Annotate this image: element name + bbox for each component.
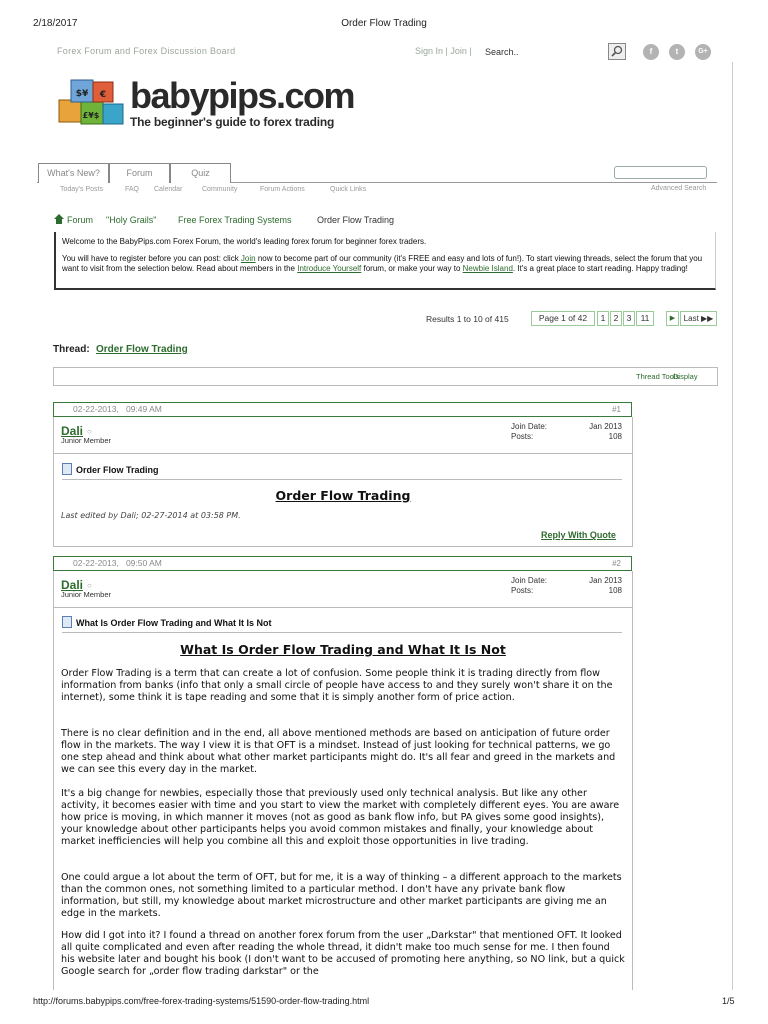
reply-with-quote-button[interactable]: Reply With Quote — [541, 530, 616, 540]
post-2-paragraph: It's a big change for newbies, especially those that previously used only technical analysis. But like any other activity, it becomes easier with time and you start to view the market with completely different eyes. You are aware how price is moving, in which manner it moves (not as good as bank flow info, but PA gives some good insights), your knowledge about other participants helps you avoid common mistakes and finally, your knowledge about market inefficiencies will help you combine all this and exploit those opportunities in live trading. — [61, 788, 620, 847]
google-plus-icon[interactable]: G+ — [695, 44, 711, 60]
post-2-paragraph: How did I got into it? I found a thread on another forex forum from the user „Darkstar" that mentioned OFT. It looked all quite complicated and even after reading the whole thread, it didn't make too much sense for me. I then found his website later and bought his book (I don't want to be accused of promoting here anything, so NO link, but a quick Google search for „order flow trading darkstar" or the — [61, 930, 625, 977]
nav-search-input[interactable] — [614, 166, 707, 179]
logo-block-3: £¥$ — [82, 111, 100, 120]
breadcrumb-holy-grails[interactable]: "Holy Grails" — [106, 215, 157, 225]
page-divider — [732, 62, 733, 992]
offline-status-icon: ○ — [87, 427, 92, 436]
post-2-number[interactable]: #2 — [612, 559, 621, 568]
page-link-2[interactable]: 2 — [610, 311, 622, 326]
posts-count-value: 108 — [608, 432, 622, 441]
register-text: You will have to register before you can post: click Join now to become part of our community (it's FREE and easy and lots of fun!). To start viewing threads, select the forum that you want to visit from the selection below. Read about members in the Introduce Yourself forum, or make your way to Newbie Island. It's a great place to start reading. Happy trading! — [62, 254, 703, 273]
breadcrumb-free-forex-trading-systems[interactable]: Free Forex Trading Systems — [178, 215, 292, 225]
document-icon — [62, 463, 72, 475]
tab-whats-new[interactable]: What's New? — [38, 163, 109, 183]
print-title: Order Flow Trading — [341, 18, 427, 29]
search-icon — [609, 44, 625, 59]
page-link-1[interactable]: 1 — [597, 311, 609, 326]
advanced-search-link[interactable]: Advanced Search — [651, 185, 707, 192]
post-2-username[interactable]: Dali — [61, 578, 84, 592]
subnav-todays-posts[interactable]: Today's Posts — [60, 186, 103, 193]
thread-title-link[interactable]: Order Flow Trading — [96, 344, 188, 355]
facebook-icon[interactable]: f — [643, 44, 659, 60]
last-page-button[interactable]: Last ▶▶ — [680, 311, 717, 326]
results-count: Results 1 to 10 of 415 — [426, 314, 509, 324]
display-menu[interactable]: Display — [673, 372, 698, 381]
top-search-input[interactable]: Search.. — [485, 47, 519, 57]
posts-label: Posts: — [511, 586, 534, 595]
posts-label: Posts: — [511, 432, 534, 441]
posts-count-value: 108 — [608, 586, 622, 595]
join-date-label: Join Date: — [511, 576, 548, 585]
search-button[interactable] — [608, 43, 626, 60]
print-page-number: 1/5 — [722, 996, 735, 1006]
post-1-date: 02-22-2013, 09:49 AM — [73, 404, 162, 414]
post-1-userinfo — [53, 417, 633, 453]
tab-forum[interactable]: Forum — [109, 163, 170, 183]
post-2-userinfo — [53, 571, 633, 607]
forum-name: Forex Forum and Forex Discussion Board — [57, 46, 236, 56]
join-date-label: Join Date: — [511, 422, 548, 431]
next-page-button[interactable]: ▶ — [666, 311, 679, 326]
subnav-forum-actions[interactable]: Forum Actions — [260, 186, 305, 193]
page-current[interactable]: Page 1 of 42 — [531, 311, 595, 326]
print-url: http://forums.babypips.com/free-forex-trading-systems/51590-order-flow-trading.html — [33, 996, 370, 1006]
welcome-notice — [54, 232, 716, 290]
post-2-paragraph: One could argue a lot about the term of OFT, but for me, it is a way of thinking – a different approach to the markets than the common ones, not something limited to a particular method. I don't have any private bank flow information, but still, my knowledge about market microstructure and other market participants are giving me an edge in the markets. — [61, 872, 622, 919]
post-1-edited-note: Last edited by Dali; 02-27-2014 at 03:58 PM. — [61, 511, 241, 520]
post-1-number[interactable]: #1 — [612, 405, 621, 414]
page-link-3[interactable]: 3 — [623, 311, 635, 326]
document-icon — [62, 616, 72, 628]
post-2-header — [53, 556, 632, 571]
newbie-island-link[interactable]: Newbie Island — [462, 264, 513, 273]
tab-quiz[interactable]: Quiz — [170, 163, 231, 183]
post-2-user-title: Junior Member — [61, 590, 112, 599]
join-link[interactable]: Join — [240, 254, 256, 263]
post-2-title: What Is Order Flow Trading and What It Is Not — [76, 618, 272, 628]
post-1-header — [53, 402, 632, 417]
twitter-icon[interactable]: t — [669, 44, 685, 60]
thread-label: Thread: — [53, 344, 90, 355]
post-2-title-divider — [62, 632, 622, 633]
welcome-text: Welcome to the BabyPips.com Forex Forum, the world's leading forex forum for beginner forex traders. — [62, 237, 427, 246]
post-1-username[interactable]: Dali — [61, 424, 84, 438]
print-date: 2/18/2017 — [33, 18, 78, 29]
introduce-yourself-link[interactable]: Introduce Yourself — [297, 264, 362, 273]
join-date-value: Jan 2013 — [589, 422, 622, 431]
logo-block-2: € — [99, 90, 107, 100]
home-icon[interactable] — [54, 214, 64, 224]
subnav-community[interactable]: Community — [202, 186, 238, 193]
thread-tools-menu[interactable]: Thread Tools — [636, 372, 680, 381]
post-1-title: Order Flow Trading — [76, 465, 159, 475]
subnav-calendar[interactable]: Calendar — [154, 186, 183, 193]
logo-block-1: $¥ — [75, 89, 89, 99]
post-1-user-title: Junior Member — [61, 436, 112, 445]
post-1-title-divider — [62, 479, 622, 480]
subnav-quick-links[interactable]: Quick Links — [330, 186, 367, 193]
breadcrumb-current: Order Flow Trading — [317, 215, 395, 225]
page-link-11[interactable]: 11 — [636, 311, 654, 326]
post-2-paragraph: Order Flow Trading is a term that can create a lot of confusion. Some people think it is trading directly from flow information from banks (info that only a small circle of people have access to and they surely won't share it on the internet), some think it is tape reading and some that it is simply another form of price action. — [61, 668, 613, 703]
logo-blocks[interactable] — [57, 76, 125, 134]
offline-status-icon: ○ — [87, 581, 92, 590]
post-2-heading: What Is Order Flow Trading and What It Is Not — [180, 642, 506, 657]
join-date-value: Jan 2013 — [589, 576, 622, 585]
thread-tools-bar — [53, 367, 718, 386]
post-2-date: 02-22-2013, 09:50 AM — [73, 558, 162, 568]
post-1-heading: Order Flow Trading — [275, 488, 411, 503]
breadcrumb-forum[interactable]: Forum — [67, 215, 94, 225]
signin-join-links[interactable]: Sign In | Join | — [415, 46, 472, 56]
logo-wordmark[interactable]: babypips.com — [130, 75, 355, 116]
subnav-faq[interactable]: FAQ — [125, 186, 140, 193]
logo-tagline: The beginner's guide to forex trading — [130, 115, 335, 129]
post-2-paragraph: There is no clear definition and in the end, all above mentioned methods are based on anticipation of future order flow in the markets. The way I view it is that OFT is a mindset. Instead of just looking for technical patterns, we go one step ahead and think about what other market participants might do. It's all fear and greed in the markets and we can see this every day in the market. — [61, 728, 616, 775]
